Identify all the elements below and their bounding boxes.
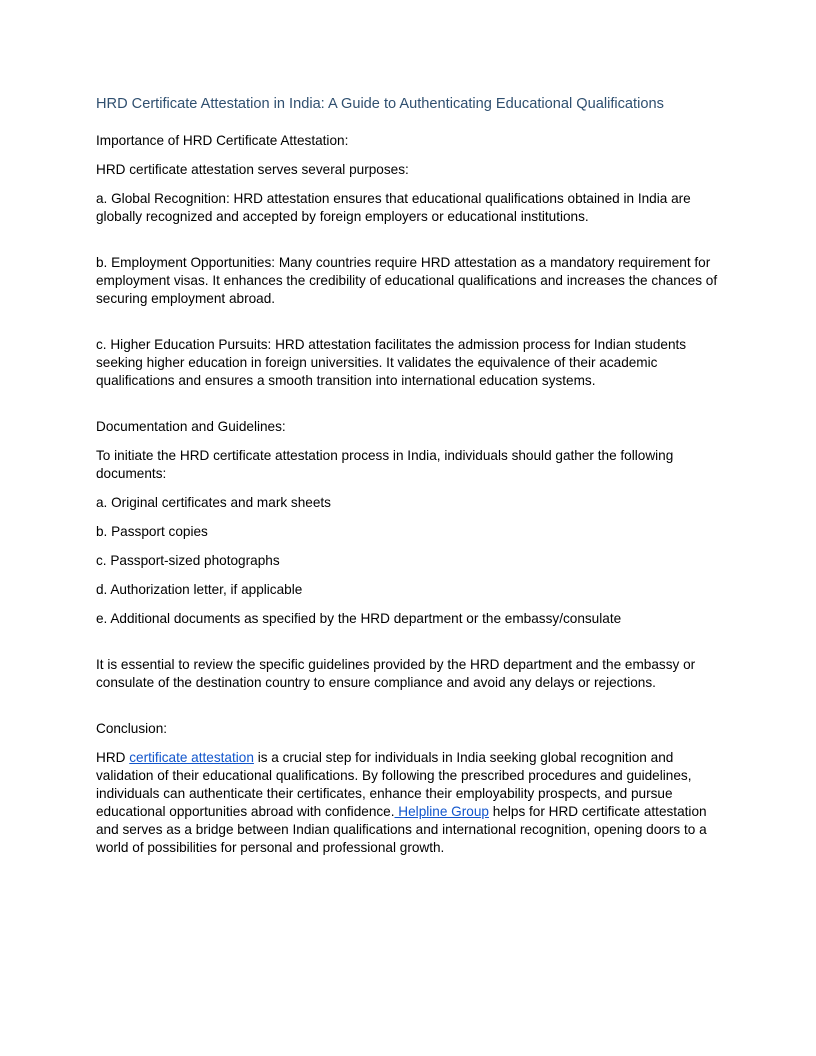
document-item: a. Original certificates and mark sheets	[96, 495, 331, 510]
certificate-attestation-link[interactable]: certificate attestation	[129, 750, 254, 765]
helpline-group-link[interactable]: Helpline Group	[394, 804, 489, 819]
document-item: d. Authorization letter, if applicable	[96, 582, 303, 597]
purpose-employment: b. Employment Opportunities: Many countries require HRD attestation as a mandatory requirement for employment visas. It enhances the credibility of educational qualifications and increases the chances of securing employment abroad.	[96, 255, 718, 306]
guidelines-note: It is essential to review the specific guidelines provided by the HRD department and the embassy or consulate of the destination country to ensure compliance and avoid any delays or rejections.	[96, 657, 696, 690]
conclusion-paragraph	[96, 749, 720, 857]
document-item: c. Passport-sized photographs	[96, 553, 280, 568]
purpose-global-recognition: a. Global Recognition: HRD attestation ensures that educational qualifications obtained in India are globally recognized and accepted by foreign employers or educational institutions.	[96, 191, 691, 224]
importance-heading: Importance of HRD Certificate Attestation:	[96, 133, 349, 148]
conclusion-text: is a crucial step for individuals in India seeking global recognition and validation of their educational qualifications. By following the prescribed procedures and guidelines, individuals can authenticate their certificates, enhance their employability prospects, and pursue educational opportunities abroad with confidence.	[96, 750, 692, 819]
conclusion-text: HRD	[96, 750, 130, 765]
purposes-intro: HRD certificate attestation serves several purposes:	[96, 162, 409, 177]
documentation-heading: Documentation and Guidelines:	[96, 419, 286, 434]
document-page	[96, 94, 720, 868]
document-title: HRD Certificate Attestation in India: A Guide to Authenticating Educational Qualifications	[96, 96, 664, 112]
documents-intro: To initiate the HRD certificate attestation process in India, individuals should gather the following documents:	[96, 448, 674, 481]
purpose-higher-education: c. Higher Education Pursuits: HRD attestation facilitates the admission process for Indian students seeking higher education in foreign universities. It validates the equivalence of their academic qualifications and ensures a smooth transition into international education systems.	[96, 337, 687, 388]
document-item: e. Additional documents as specified by the HRD department or the embassy/consulate	[96, 611, 622, 626]
conclusion-heading: Conclusion:	[96, 721, 168, 736]
conclusion-text: helps for HRD certificate attestation and serves as a bridge between Indian qualifications and international recognition, opening doors to a world of possibilities for personal and professional growth.	[96, 804, 707, 855]
document-item: b. Passport copies	[96, 524, 208, 539]
